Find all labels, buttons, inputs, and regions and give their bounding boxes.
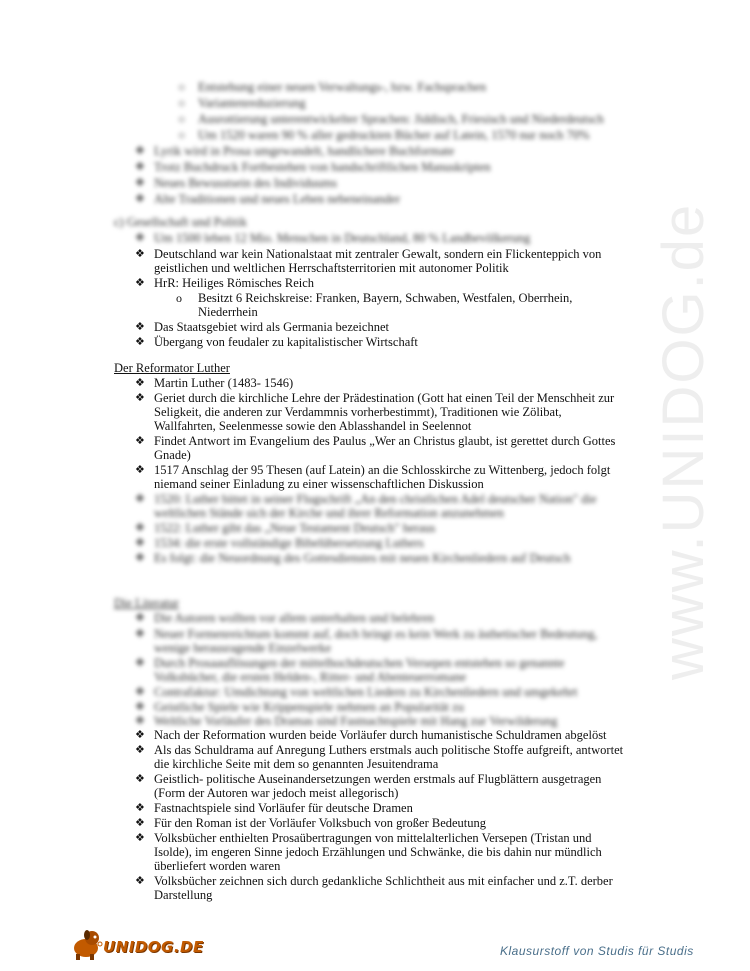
blurred-line: Entstehung einer neuen Verwaltungs-, bzw. Fachsprachen [198,80,487,94]
text-line: Darstellung [154,888,213,902]
bullet-icon: ❖ [135,831,145,844]
bullet-icon: ❖ [135,656,145,669]
blurred-line: Volksbücher, die ersten Helden-, Ritter- und Abenteuerromane [154,670,467,684]
bullet-icon: ❖ [135,874,145,887]
text-line: Übergang von feudaler zu kapitalistischer Wirtschaft [154,335,418,349]
bullet-icon: ❖ [135,801,145,814]
blurred-line: Lyrik wird in Prosa umgewandelt, handlichere Buchformate [154,144,455,158]
text-line: Volksbücher zeichnen sich durch gedankliche Schlichtheit aus mit einfacher und z.T. derber [154,874,613,888]
bullet-icon: ❖ [135,611,145,624]
blurred-line: Durch Prosaauflösungen der mittelhochdeutschen Versepen entstehen so genannte [154,656,565,670]
bullet-icon: ❖ [135,536,145,549]
footer-tagline: Klausurstoff von Studis für Studis [500,944,694,958]
bullet-icon: ❖ [135,434,145,447]
text-line: Geriet durch die kirchliche Lehre der Prädestination (Gott hat einen Teil der Menschheit zur [154,391,615,405]
sub-bullet-icon: ○ [178,96,186,110]
text-line: Für den Roman ist der Vorläufer Volksbuch von großer Bedeutung [154,816,487,830]
blurred-line: wenige herausragende Einzelwerke [154,641,331,655]
text-line: die kirchliche Seite mit dem so genannten Jesuitendrama [154,757,439,771]
bullet-icon: ❖ [135,714,145,727]
bullet-icon: ❖ [135,743,145,756]
bullet-icon: ❖ [135,176,145,189]
bullet-icon: ❖ [135,335,145,348]
blurred-line: Neues Bewusstsein des Individuums [154,176,337,190]
bullet-icon: ❖ [135,816,145,829]
bullet-icon: ❖ [135,144,145,157]
text-line: Deutschland war kein Nationalstaat mit zentraler Gewalt, sondern ein Flickenteppich von [154,247,602,261]
sub-bullet-icon: ○ [178,128,186,142]
bullet-icon: ❖ [135,320,145,333]
bullet-icon: ❖ [135,627,145,640]
blurred-line: Neuer Formenreichtum kommt auf, doch bringt es kein Werk zu ästhetischer Bedeutung, [154,627,598,641]
bullet-icon: ❖ [135,247,145,260]
blurred-line: Contrafaktur: Umdichtung von weltlichen Liedern zu Kirchenliedern und umgekehrt [154,685,578,699]
text-line: überliefert worden waren [154,859,281,873]
blurred-heading: c) Gesellschaft und Politik [114,215,247,229]
bullet-icon: ❖ [135,192,145,205]
text-line: (Form der Autoren war jedoch meist allegorisch) [154,786,399,800]
section-heading: Der Reformator Luther [114,361,230,375]
bullet-icon: ❖ [135,492,145,505]
text-line: Findet Antwort im Evangelium des Paulus „Wer an Christus glaubt, ist gerettet durch Gottes [154,434,616,448]
blurred-line: 1534: die erste vollständige Bibelübersetzung Luthers [154,536,424,550]
text-line: Isolde), im engeren Sinne jedoch Erzählungen und Schwänke, die bis dahin nur mündlich [154,845,602,859]
blurred-line: Es folgt: die Neuordnung des Gottesdienstes mit neuen Kirchenliedern auf Deutsch [154,551,571,565]
blurred-line: weltlichen Stände sich der Kirche und ihrer Reformation anzunehmen [154,506,504,520]
blurred-line: Variantenreduzierung [198,96,306,110]
blurred-line: Weltliche Vorläufer des Dramas sind Fastnachtspiele mit Hang zur Verwilderung [154,714,558,728]
blurred-line: Um 1500 leben 12 Mio. Menschen in Deutschland, 80 % Landbevölkerung [154,231,531,245]
blurred-line: 1520: Luther bittet in seiner Flugschrift „An den christlichen Adel deutscher Nation" die [154,492,597,506]
blurred-line: Die Autoren wollten vor allem unterhalten und belehren [154,611,435,625]
bullet-icon: ❖ [135,728,145,741]
bullet-icon: ❖ [135,463,145,476]
bullet-icon: ❖ [135,231,145,244]
bullet-icon: ❖ [135,685,145,698]
text-line: Das Staatsgebiet wird als Germania bezeichnet [154,320,389,334]
watermark: www.UNIDOG.de [651,202,716,680]
blurred-heading: Die Literatur [114,596,179,610]
bullet-icon: ❖ [135,391,145,404]
sub-bullet-icon: ○ [178,112,186,126]
text-line: Geistlich- politische Auseinandersetzungen werden erstmals auf Flugblättern ausgetragen [154,772,602,786]
text-line: Volksbücher enthielten Prosaübertragungen von mittelalterlichen Versepen (Tristan und [154,831,592,845]
sub-bullet-icon: ○ [178,80,186,94]
text-line: Als das Schuldrama auf Anregung Luthers erstmals auch politische Stoffe aufgreift, antwortet [154,743,624,757]
text-line: Seligkeit, die anderen zur Verdammnis vorherbestimmt), Traditionen wie Zölibat, [154,405,562,419]
text-line: niemand seiner Einladung zu einer wissenschaftlichen Diskussion [154,477,484,491]
blurred-line: 1522: Luther gibt das „Neue Testament Deutsch" heraus [154,521,436,535]
blurred-line: Geistliche Spiele wie Krippenspiele nehmen an Popularität zu [154,700,464,714]
sub-bullet-icon: o [176,291,182,305]
bullet-icon: ❖ [135,551,145,564]
blurred-line: Ausrottierung unterentwickelter Sprachen: Jiddisch, Friesisch und Niederdeutsch [198,112,604,126]
text-line: HrR: Heiliges Römisches Reich [154,276,315,290]
text-line: Martin Luther (1483- 1546) [154,376,294,390]
blurred-line: Um 1520 waren 90 % aller gedruckten Bücher auf Latein, 1570 nur noch 70% [198,128,590,142]
text-line: Fastnachtspiele sind Vorläufer für deutsche Dramen [154,801,413,815]
text-line: Besitzt 6 Reichskreise: Franken, Bayern, Schwaben, Westfalen, Oberrhein, [198,291,573,305]
text-line: Wallfahrten, Seelenmesse sowie den Ablasshandel in Seelennot [154,419,472,433]
text-line: Niederrhein [198,305,258,319]
bullet-icon: ❖ [135,160,145,173]
text-line: Gnade) [154,448,191,462]
text-line: geistlichen und weltlichen Herrschaftsterritorien mit autonomer Politik [154,261,509,275]
bullet-icon: ❖ [135,772,145,785]
logo-text: UNIDOG.DE [103,938,204,956]
bullet-icon: ❖ [135,376,145,389]
bullet-icon: ❖ [135,700,145,713]
bullet-icon: ❖ [135,276,145,289]
bullet-icon: ❖ [135,521,145,534]
blurred-line: Trotz Buchdruck Fortbestehen von handschriftlichen Manuskripten [154,160,491,174]
text-line: 1517 Anschlag der 95 Thesen (auf Latein) an die Schlosskirche zu Wittenberg, jedoch folgt [154,463,611,477]
text-line: Nach der Reformation wurden beide Vorläufer durch humanistische Schuldramen abgelöst [154,728,607,742]
blurred-line: Alte Traditionen und neues Leben nebeneinander [154,192,401,206]
